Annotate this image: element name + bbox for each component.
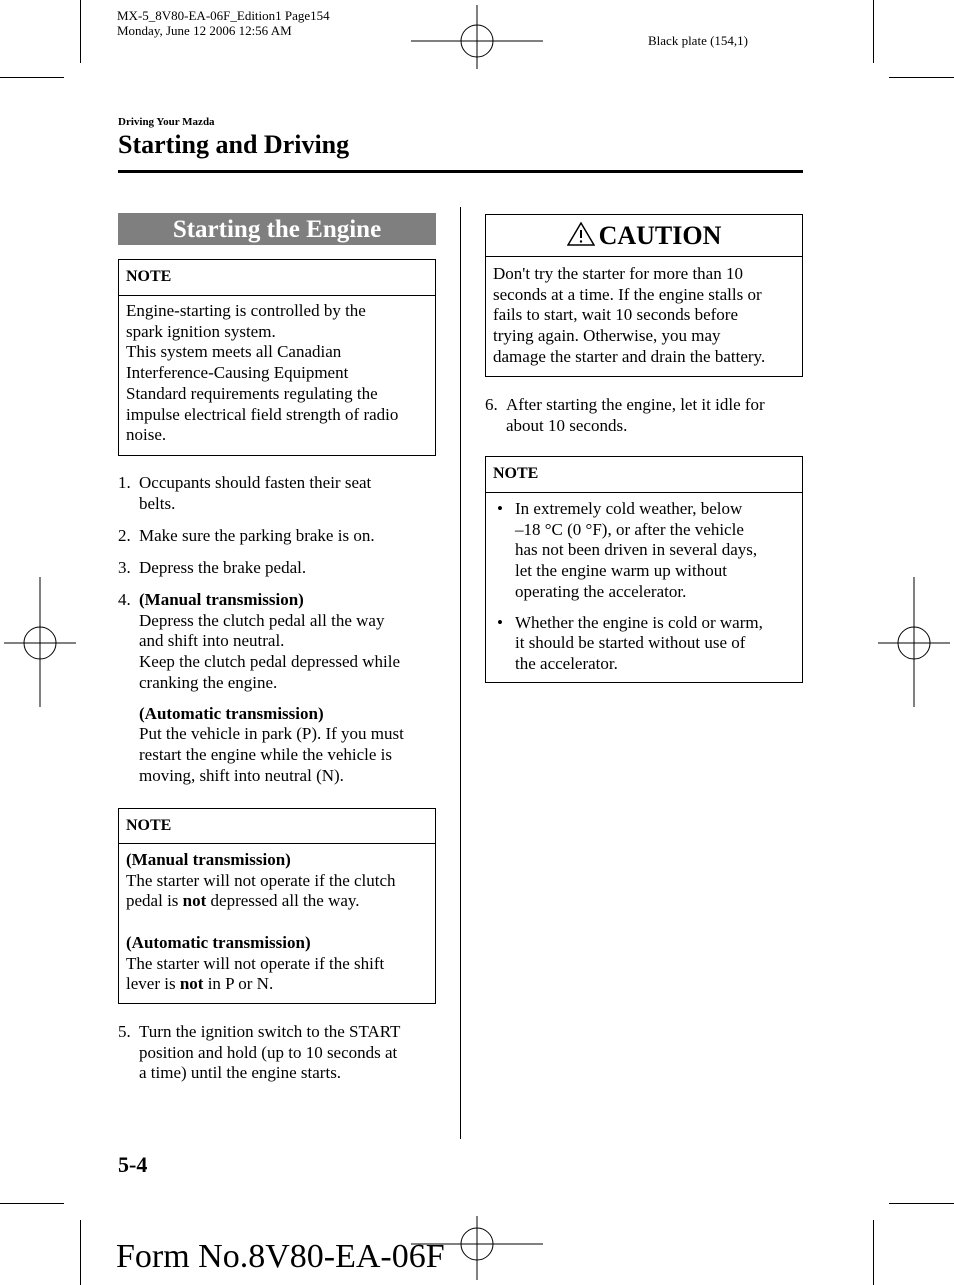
step-number: 4. — [118, 590, 131, 609]
note-line: –18 °C (0 °F), or after the vehicle — [515, 519, 744, 539]
note-line: Standard requirements regulating the — [126, 383, 378, 403]
note-label: NOTE — [119, 260, 435, 296]
note-line: The starter will not operate if the clutch — [126, 870, 396, 890]
step-number: 1. — [118, 473, 131, 492]
title-rule — [118, 170, 803, 173]
note-box — [118, 808, 436, 1004]
print-info-line: Monday, June 12 2006 12:56 AM — [117, 23, 292, 38]
step-line: cranking the engine. — [139, 672, 278, 692]
step-line: Depress the clutch pedal all the way — [139, 610, 385, 630]
step-line: Occupants should fasten their seat — [139, 473, 372, 492]
bullet-icon: • — [497, 612, 503, 632]
note-line: let the engine warm up without — [515, 561, 727, 581]
caution-line: fails to start, wait 10 seconds before — [493, 305, 739, 325]
page-title: Starting and Driving — [118, 130, 350, 159]
step-line: moving, shift into neutral (N). — [139, 765, 344, 785]
crop-mark — [80, 0, 81, 63]
section-label: Driving Your Mazda — [118, 116, 215, 128]
step-line: a time) until the engine starts. — [139, 1063, 342, 1083]
step-number: 6. — [485, 395, 498, 414]
note-line: In extremely cold weather, below — [515, 499, 743, 518]
step-subheading — [139, 590, 439, 611]
column-divider — [460, 207, 461, 1139]
registration-mark-icon — [411, 5, 543, 69]
note-box — [485, 456, 803, 683]
crop-mark — [873, 1220, 874, 1285]
plate-label: Black plate (154,1) — [648, 33, 748, 48]
note-line: The starter will not operate if the shift — [126, 953, 385, 973]
note-label: NOTE — [119, 809, 435, 844]
crop-mark — [889, 1203, 954, 1204]
print-info — [117, 8, 330, 38]
note-line: Interference-Causing Equipment — [126, 363, 349, 383]
manual-heading: (Manual transmission) — [139, 590, 304, 609]
section-banner: Starting the Engine — [118, 213, 436, 245]
step-line: Make sure the parking brake is on. — [139, 526, 375, 545]
warning-icon — [567, 222, 595, 246]
note-line: noise. — [126, 425, 167, 445]
caution-line: trying again. Otherwise, you may — [493, 326, 721, 346]
note-box — [118, 259, 436, 456]
step-subheading — [139, 704, 439, 725]
step-line: and shift into neutral. — [139, 631, 285, 651]
note-line: has not been driven in several days, — [515, 540, 758, 560]
step-line: Depress the brake pedal. — [139, 558, 307, 577]
page-number: 5-4 — [118, 1152, 148, 1177]
step-line: Turn the ignition switch to the START — [139, 1022, 401, 1041]
step-number: 5. — [118, 1022, 131, 1041]
step-line: Keep the clutch pedal depressed while — [139, 652, 401, 672]
caution-line: seconds at a time. If the engine stalls or — [493, 284, 762, 304]
step-line: restart the engine while the vehicle is — [139, 744, 393, 764]
crop-mark — [873, 0, 874, 63]
bullet-icon: • — [497, 499, 503, 518]
crop-mark — [80, 1220, 81, 1285]
step-line: about 10 seconds. — [506, 415, 628, 435]
note-line: spark ignition system. — [126, 321, 276, 341]
note-line: operating the accelerator. — [515, 581, 687, 601]
note-label: NOTE — [486, 457, 802, 493]
caution-box — [485, 214, 803, 377]
registration-mark-icon — [878, 577, 950, 707]
crop-mark — [889, 77, 954, 78]
note-line: Engine-starting is controlled by the — [126, 301, 366, 320]
crop-mark — [0, 77, 64, 78]
note-line: impulse electrical field strength of radio — [126, 404, 399, 424]
step-line: position and hold (up to 10 seconds at — [139, 1042, 398, 1062]
note-subheading: (Automatic transmission) — [126, 932, 311, 952]
auto-heading: (Automatic transmission) — [139, 703, 324, 723]
note-subheading: (Manual transmission) — [126, 850, 291, 869]
print-info-line: MX-5_8V80-EA-06F_Edition1 Page154 — [117, 8, 330, 23]
step-line: belts. — [139, 493, 176, 513]
note-line: lever is not in P or N. — [126, 974, 274, 994]
step-number: 2. — [118, 526, 131, 545]
crop-mark — [0, 1203, 64, 1204]
registration-mark-icon — [4, 577, 76, 707]
form-number: Form No.8V80-EA-06F — [116, 1238, 445, 1275]
caution-line: Don't try the starter for more than 10 — [493, 264, 743, 283]
note-line: Whether the engine is cold or warm, — [515, 612, 763, 632]
step-number: 3. — [118, 558, 131, 577]
step-line: Put the vehicle in park (P). If you must — [139, 724, 404, 744]
note-line: it should be started without use of — [515, 633, 746, 653]
note-line: the accelerator. — [515, 653, 618, 673]
caution-line: damage the starter and drain the battery. — [493, 346, 766, 366]
step-line: After starting the engine, let it idle for — [506, 395, 765, 414]
note-line: This system meets all Canadian — [126, 342, 342, 362]
caution-header — [486, 215, 802, 257]
list-item — [493, 613, 795, 675]
note-line: pedal is not depressed all the way. — [126, 891, 360, 911]
caution-label: CAUTION — [598, 221, 722, 250]
list-item — [493, 499, 795, 603]
